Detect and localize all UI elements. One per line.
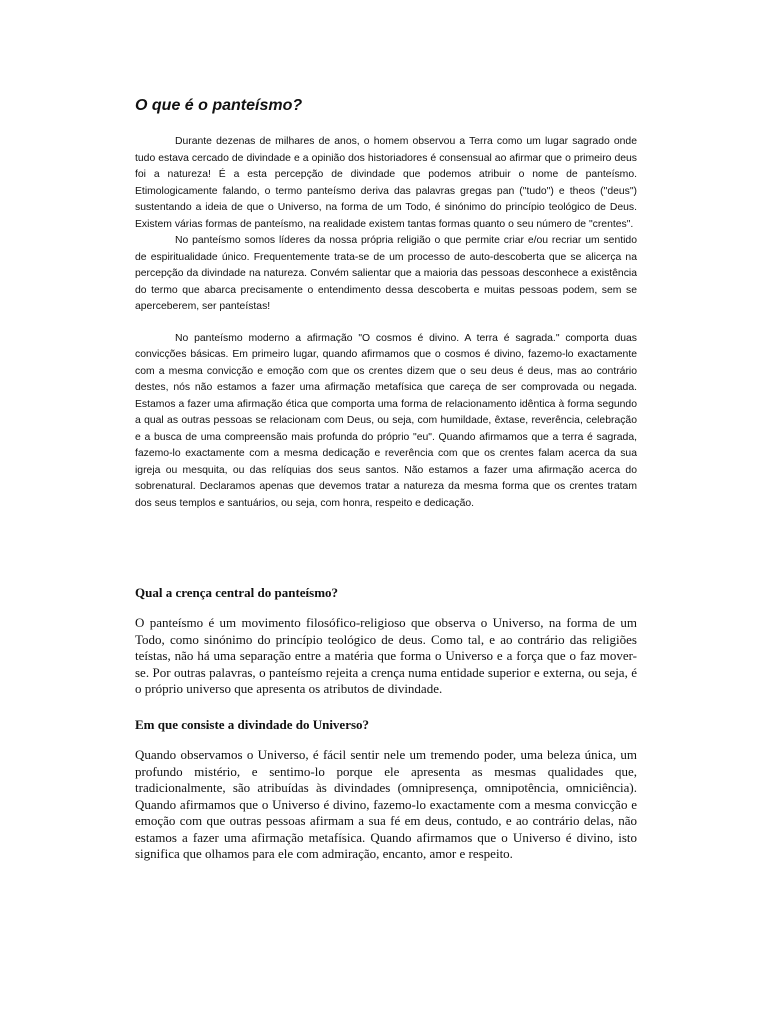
- intro-paragraph-1: Durante dezenas de milhares de anos, o homem observou a Terra como um lugar sagrado onde tudo estava cercado de divindade e a opinião dos historiadores é consensual ao afirmar que o primeiro deus foi a natureza! É a esta percepção de divindade que podemos atribuir o nome de panteísmo. Etimologicamente falando, o termo panteísmo deriva das palavras gregas pan ("tudo") e theos ("deus") sustentando a ideia de que o Universo, na forma de um Todo, é sinónimo do princípio teológico de Deus. Existem várias formas de panteísmo, na realidade existem tantas formas quanto o seu número de "crentes".: [135, 136, 637, 230]
- paragraph-gap: [135, 316, 637, 331]
- intro-paragraph-2: No panteísmo somos líderes da nossa própria religião o que permite criar e/ou recriar um sentido de espiritualidade único. Frequentemente trata-se de um processo de auto-descoberta que se alicerça na percepção da divindade na natureza. Convém salientar que a maioria das pessoas desconhece a existência do termo que abarca precisamente o entendimento dessa descoberta e muitas pessoas podem, sem se aperceberem, ser panteístas!: [135, 235, 637, 312]
- section-paragraph: O panteísmo é um movimento filosófico-religioso que observa o Universo, na forma de um Todo, como sinónimo do princípio teológico de deus. Como tal, e ao contrário das religiões teístas, não há uma separação entre a matéria que forma o Universo e a força que o faz mover-se. Por outras palavras, o panteísmo rejeita a crença numa entidade superior e externa, ou seja, é o próprio universo que apresenta os atributos de divindade.: [135, 615, 637, 696]
- intro-paragraph-3: No panteísmo moderno a afirmação "O cosmos é divino. A terra é sagrada." comporta duas convicções básicas. Em primeiro lugar, quando afirmamos que o cosmos é divino, fazemo-lo exactamente com a mesma convicção e emoção com que os crentes dizem que o seu deus é deus, mas ao contrário destes, nós não estamos a fazer uma afirmação metafísica que careça de ser comprovada ou negada. Estamos a fazer uma afirmação ética que comporta uma forma de relacionamento idêntica à forma segundo a qual as outras pessoas se relacionam com Deus, ou seja, com humildade, êxtase, reverência, celebração e a busca de uma compreensão mais profunda do próprio "eu". Quando afirmamos que a terra é sagrada, fazemo-lo exactamente com a mesma dedicação e reverência com que os crentes falam acerca da sua igreja ou mesquita, ou das relíquias dos seus santos. Não estamos a fazer uma afirmação acerca do sobrenatural. Declaramos apenas que devemos tratar a natureza da mesma forma que os crentes tratam dos seus templos e santuários, ou seja, com honra, respeito e dedicação.: [135, 332, 637, 509]
- section-heading: Qual a crença central do panteísmo?: [135, 585, 339, 600]
- page-title: O que é o panteísmo?: [135, 97, 303, 114]
- section-paragraph: Quando observamos o Universo, é fácil sentir nele um tremendo poder, uma beleza única, um profundo mistério, e sentimo-lo porque ele apresenta as mesmas qualidades que, tradicionalmente, são atribuídas às divindades (omnipresença, omnipotência, omniciência). Quando afirmamos que o Universo é divino, fazemo-lo exactamente com a mesma convicção e emoção com que outras pessoas afirmam a sua fé em deus, contudo, e ao contrário delas, não estamos a fazer uma afirmação metafísica. Quando afirmamos que o Universo é divino, isto significa que olhamos para ele com admiração, encanto, amor e respeito.: [135, 747, 637, 861]
- intro-section: [135, 134, 637, 512]
- section-divinity: [135, 717, 637, 863]
- section-central-belief: [135, 585, 637, 698]
- section-heading: Em que consiste a divindade do Universo?: [135, 717, 370, 732]
